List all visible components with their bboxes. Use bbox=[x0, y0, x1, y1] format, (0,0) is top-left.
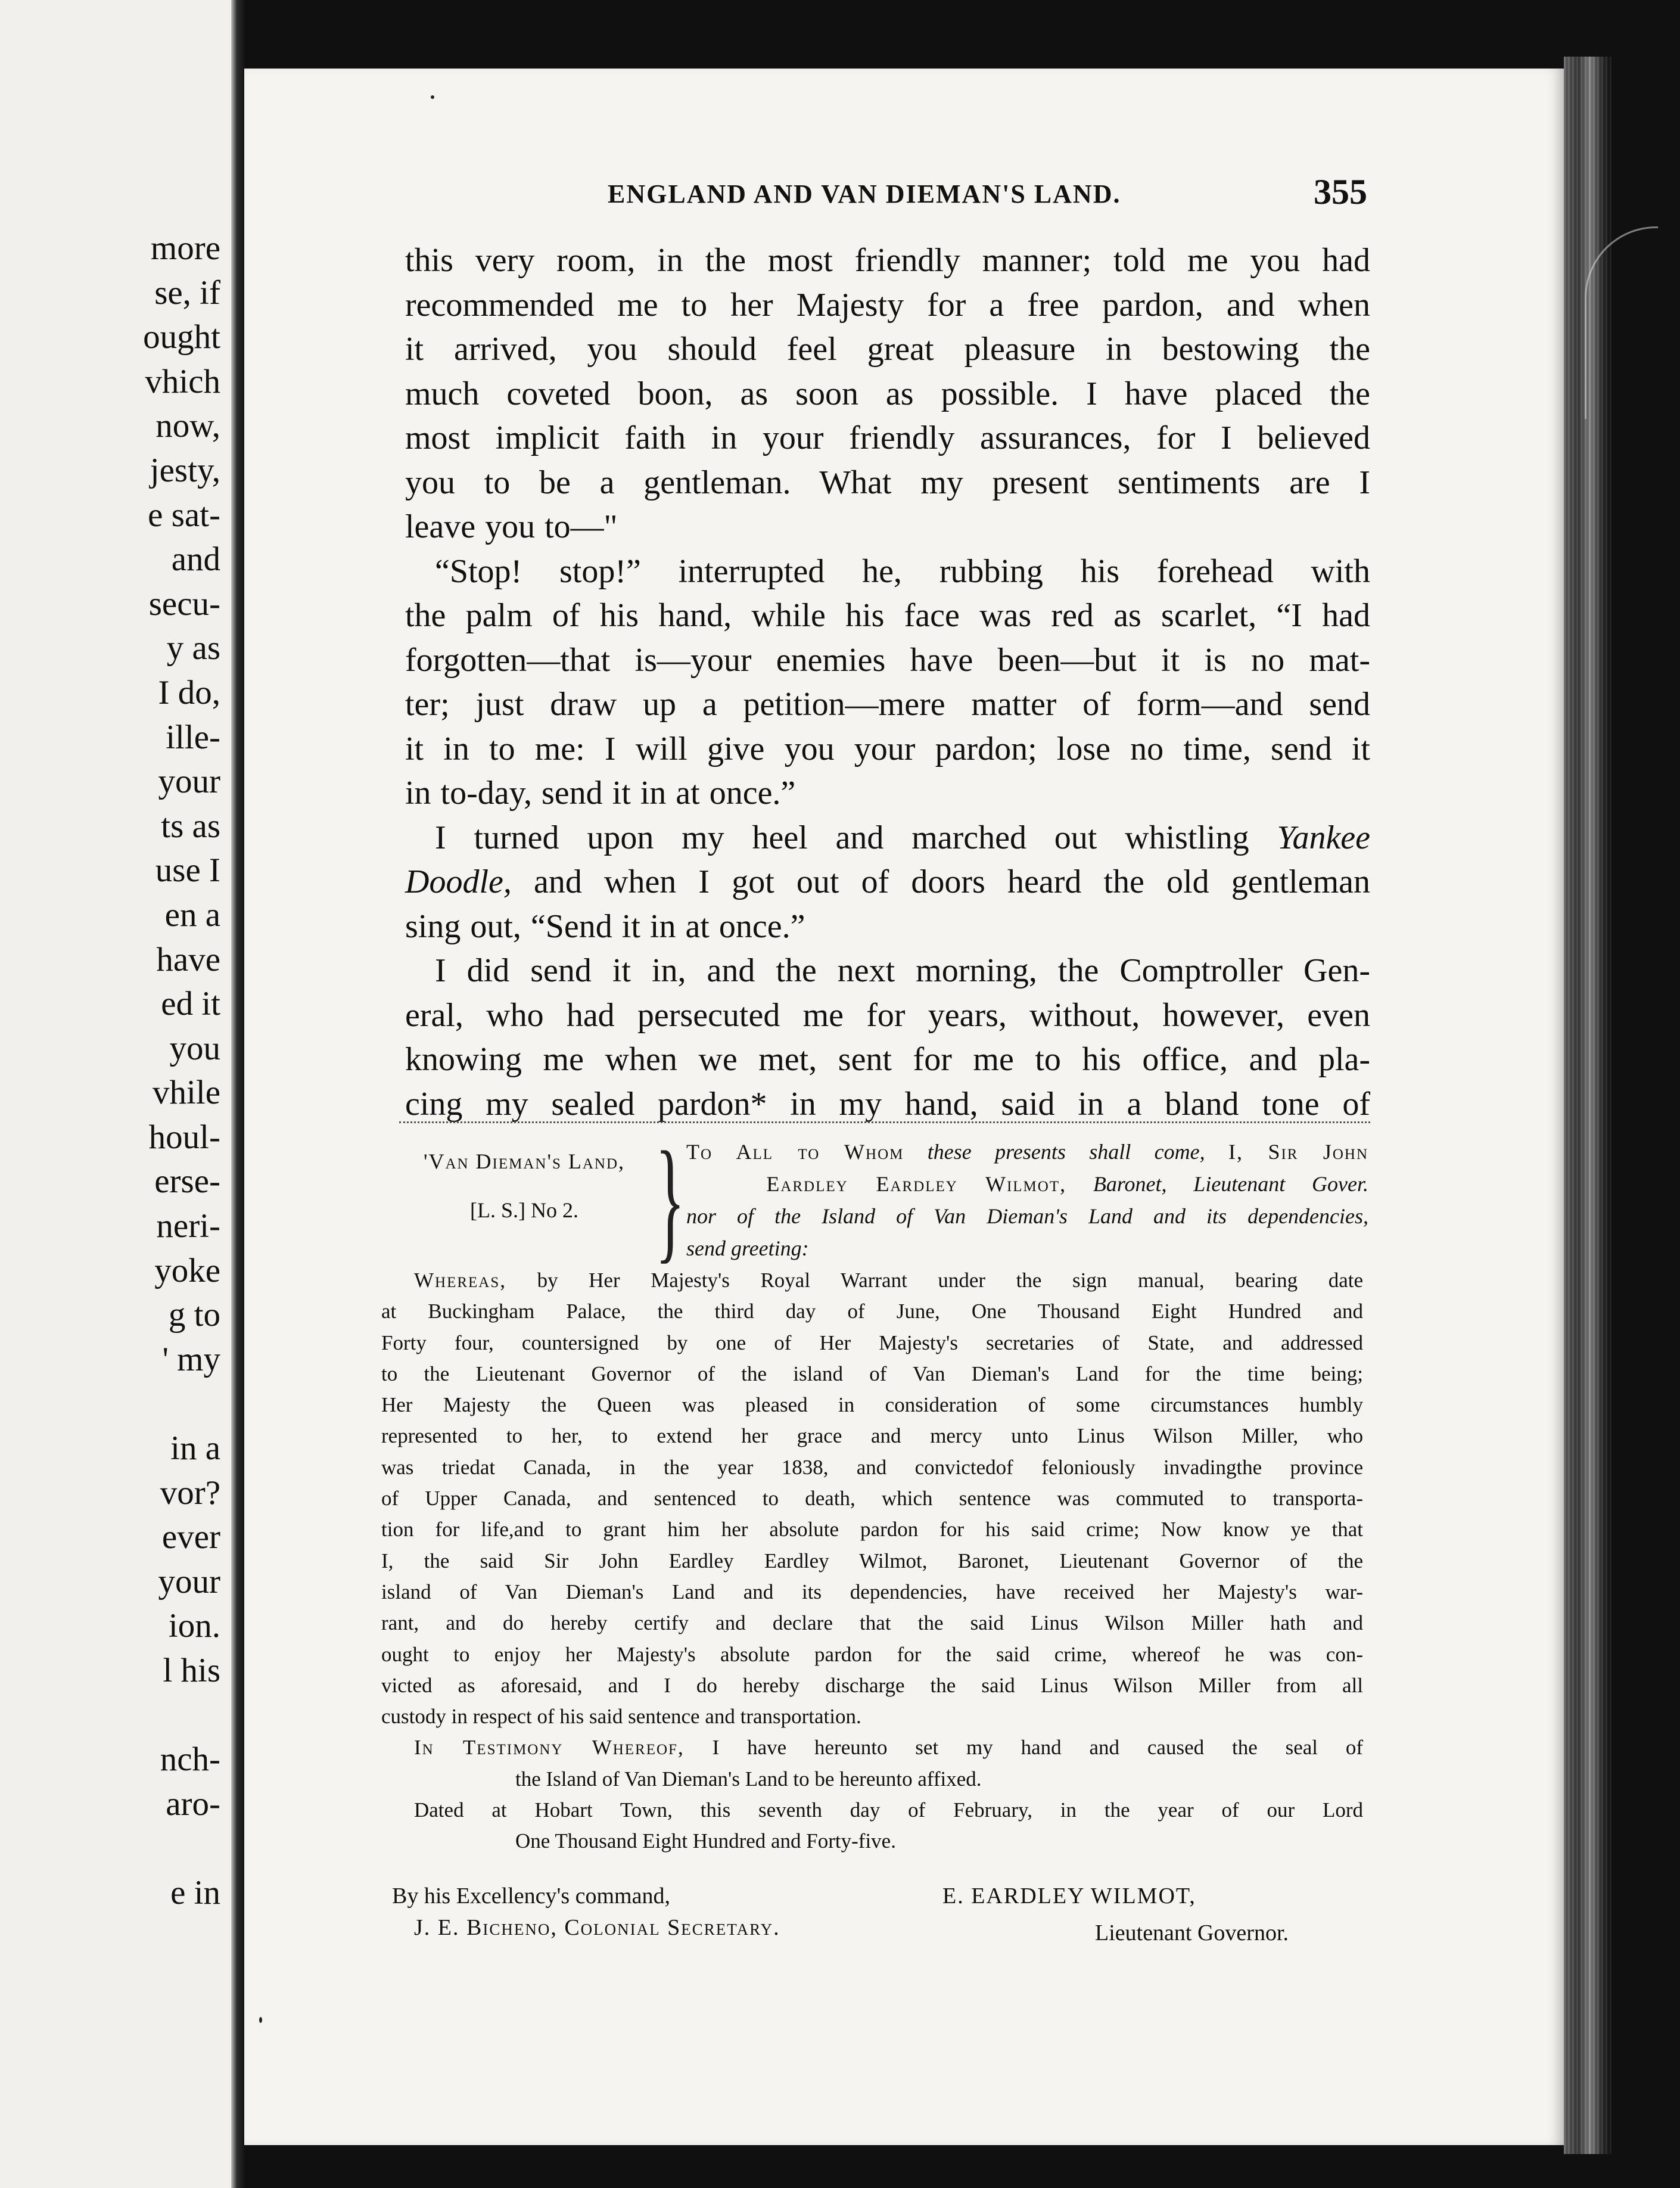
address-line bbox=[686, 1200, 1368, 1232]
facing-fragment: en a bbox=[164, 896, 220, 934]
text-line bbox=[405, 860, 1370, 905]
brace-symbol: } bbox=[655, 1123, 685, 1275]
text-line bbox=[405, 816, 1370, 860]
proclamation-line: tion for life,and to grant him her absolute pardon for his said crime; Now know ye that bbox=[381, 1518, 1363, 1541]
facing-fragment: ought bbox=[143, 318, 220, 356]
seal-label bbox=[393, 1137, 655, 1235]
address-line bbox=[686, 1232, 1368, 1264]
address-italic: nor of the Island of Van Dieman's Land and its dependencies, bbox=[686, 1204, 1368, 1228]
proclamation-line: rant, and do hereby certify and declare that the said Linus Wilson Miller hath and bbox=[381, 1611, 1363, 1635]
text-line: sing out, “Send it in at once.” bbox=[405, 907, 805, 945]
text-line: forgotten—that is—your enemies have been—but it is no mat- bbox=[405, 641, 1370, 679]
text-line: eral, who had persecuted me for years, without, however, even bbox=[405, 996, 1370, 1034]
page-number: 355 bbox=[1314, 172, 1367, 212]
facing-fragment: y as bbox=[166, 629, 220, 667]
facing-fragment: vor? bbox=[160, 1474, 220, 1512]
text-line: knowing me when we met, sent for me to his office, and pla- bbox=[405, 1041, 1370, 1078]
address-caps: I, Sir John bbox=[1228, 1140, 1369, 1164]
text-line: recommended me to her Majesty for a free pardon, and when bbox=[405, 286, 1370, 324]
facing-fragment bbox=[0, 1693, 220, 1738]
address-line bbox=[686, 1168, 1368, 1200]
proclamation-text bbox=[381, 1265, 1363, 1857]
proclamation-line: I, the said Sir John Eardley Eardley Wilmot, Baronet, Lieutenant Governor of the bbox=[381, 1549, 1363, 1572]
text-line: most implicit faith in your friendly assurances, for I believed bbox=[405, 419, 1370, 456]
governor-title: Lieutenant Governor. bbox=[1095, 1920, 1289, 1945]
facing-fragment: ed it bbox=[161, 985, 220, 1023]
footnote-rule bbox=[399, 1121, 1370, 1123]
text-span: by Her Majesty's Royal Warrant under the sign manual, bearing date bbox=[537, 1269, 1364, 1292]
proclamation-line bbox=[381, 1265, 1363, 1296]
dust-speck bbox=[431, 95, 434, 99]
proclamation-line: victed as aforesaid, and I do hereby discharge the said Linus Wilson Miller from all bbox=[381, 1673, 1363, 1697]
text-span: and when I got out of doors heard the old gentleman bbox=[534, 863, 1370, 900]
text-line: leave you to—" bbox=[405, 508, 618, 545]
facing-fragment: now, bbox=[155, 407, 220, 445]
proclamation-line: Her Majesty the Queen was pleased in consideration of some circumstances humbly bbox=[381, 1393, 1363, 1417]
facing-fragment: ion. bbox=[168, 1607, 220, 1645]
proclamation-line: at Buckingham Palace, the third day of June, One Thousand Eight Hundred and bbox=[381, 1300, 1363, 1323]
facing-fragment: l his bbox=[163, 1652, 220, 1689]
proclamation-line: Forty four, countersigned by one of Her Majesty's secretaries of State, and addressed bbox=[381, 1331, 1363, 1354]
proclamation-line: represented to her, to extend her grace and mercy unto Linus Wilson Miller, who bbox=[381, 1424, 1363, 1448]
facing-fragment: vhich bbox=[145, 362, 220, 400]
address-italic: send greeting: bbox=[686, 1236, 809, 1260]
italic-title: Doodle, bbox=[405, 863, 512, 900]
dated-line: Dated at Hobart Town, this seventh day of February, in the year of our Lord bbox=[414, 1798, 1363, 1822]
facing-page bbox=[0, 0, 231, 2188]
testimony-line: the Island of Van Dieman's Land to be hereunto affixed. bbox=[515, 1767, 982, 1791]
facing-fragment bbox=[0, 1826, 220, 1871]
text-span: I have hereunto set my hand and caused the seal of bbox=[712, 1736, 1363, 1760]
facing-fragment: your bbox=[158, 1562, 220, 1600]
facing-fragment: neri- bbox=[156, 1207, 220, 1245]
address-italic: these presents shall come, bbox=[927, 1140, 1205, 1164]
command-line: By his Excellency's command, bbox=[392, 1884, 670, 1909]
body-text bbox=[405, 238, 1370, 1126]
facing-fragment: erse- bbox=[154, 1163, 220, 1201]
proclamation-line: to the Lieutenant Governor of the island of Van Dieman's Land for the time being; bbox=[381, 1362, 1363, 1385]
text-line: it in to me: I will give you your pardon; lose no time, send it bbox=[405, 730, 1370, 767]
proclamation-line: of Upper Canada, and sentenced to death, which sentence was commuted to transporta- bbox=[381, 1487, 1363, 1511]
facing-fragment: have bbox=[156, 940, 220, 978]
facing-fragment: jesty, bbox=[150, 451, 220, 489]
facing-fragment: in a bbox=[170, 1429, 220, 1468]
facing-fragment: e in bbox=[170, 1873, 220, 1912]
facing-page-text bbox=[0, 226, 220, 1916]
dust-speck bbox=[259, 2017, 262, 2023]
facing-fragment: aro- bbox=[166, 1785, 220, 1823]
governor-name: E. EARDLEY WILMOT, bbox=[942, 1884, 1196, 1909]
text-line: much coveted boon, as soon as possible. I have placed the bbox=[405, 375, 1370, 412]
facing-fragment: and bbox=[171, 540, 220, 579]
address-caps: Eardley Eardley Wilmot, bbox=[766, 1172, 1067, 1196]
whereas-word: Whereas, bbox=[414, 1269, 507, 1292]
testimony-line bbox=[381, 1732, 1363, 1763]
facing-fragment: vhile bbox=[153, 1074, 220, 1112]
facing-fragment: ille- bbox=[166, 718, 220, 756]
facing-fragment: use I bbox=[155, 851, 220, 890]
facing-fragment bbox=[0, 1382, 220, 1426]
text-line: the palm of his hand, while his face was red as scarlet, “I had bbox=[405, 597, 1370, 634]
facing-fragment: secu- bbox=[148, 585, 220, 623]
italic-title: Yankee bbox=[1277, 819, 1371, 856]
proclamation-line: island of Van Dieman's Land and its dependencies, have received her Majesty's war- bbox=[381, 1580, 1363, 1603]
facing-fragment: ever bbox=[161, 1518, 220, 1556]
address-line bbox=[686, 1136, 1368, 1168]
text-line: I did send it in, and the next morning, the Comptroller Gen- bbox=[435, 952, 1370, 989]
seal-place: 'Van Dieman's Land, bbox=[423, 1149, 626, 1173]
testimony-word: In Testimony Whereof, bbox=[414, 1736, 685, 1760]
facing-fragment: ' my bbox=[162, 1340, 220, 1378]
proclamation-address bbox=[686, 1136, 1368, 1264]
text-line: it arrived, you should feel great pleasure in bestowing the bbox=[405, 331, 1370, 368]
facing-fragment: nch- bbox=[160, 1741, 220, 1779]
text-line: “Stop! stop!” interrupted he, rubbing his forehead with bbox=[435, 552, 1370, 590]
seal-number: [L. S.] No 2. bbox=[470, 1198, 578, 1222]
text-line: this very room, in the most friendly manner; told me you had bbox=[405, 242, 1370, 279]
text-line: cing my sealed pardon* in my hand, said in a bland tone of bbox=[405, 1085, 1370, 1123]
facing-fragment: houl- bbox=[148, 1118, 220, 1156]
text-line: ter; just draw up a petition—mere matter of form—and send bbox=[405, 686, 1370, 723]
address-caps: To All to Whom bbox=[686, 1140, 904, 1164]
facing-fragment: you bbox=[169, 1029, 220, 1067]
address-italic: Baronet, Lieutenant Gover. bbox=[1093, 1172, 1369, 1196]
proclamation-line: ought to enjoy her Majesty's absolute pardon for the said crime, whereof he was con- bbox=[381, 1642, 1363, 1666]
facing-fragment: I do, bbox=[158, 673, 220, 711]
facing-fragment: your bbox=[158, 763, 220, 801]
running-head: ENGLAND AND VAN DIEMAN'S LAND. bbox=[608, 179, 1121, 209]
text-span: I turned upon my heel and marched out whistling bbox=[435, 819, 1249, 856]
facing-fragment: e sat- bbox=[148, 496, 220, 534]
dated-line: One Thousand Eight Hundred and Forty-five. bbox=[515, 1829, 896, 1853]
secretary-line: J. E. Bicheno, Colonial Secretary. bbox=[414, 1915, 780, 1940]
facing-fragment: ts as bbox=[161, 807, 220, 845]
book-gutter bbox=[231, 0, 244, 2188]
text-line: in to-day, send it in at once.” bbox=[405, 775, 796, 812]
facing-fragment: se, if bbox=[154, 274, 220, 312]
facing-fragment: g to bbox=[168, 1296, 220, 1334]
proclamation-line: was triedat Canada, in the year 1838, and convictedof feloniously invadingthe province bbox=[381, 1455, 1363, 1479]
proclamation-line: custody in respect of his said sentence and transportation. bbox=[381, 1705, 861, 1729]
text-line: you to be a gentleman. What my present sentiments are I bbox=[405, 464, 1370, 501]
facing-fragment: more bbox=[150, 229, 220, 267]
facing-fragment: yoke bbox=[154, 1251, 220, 1289]
